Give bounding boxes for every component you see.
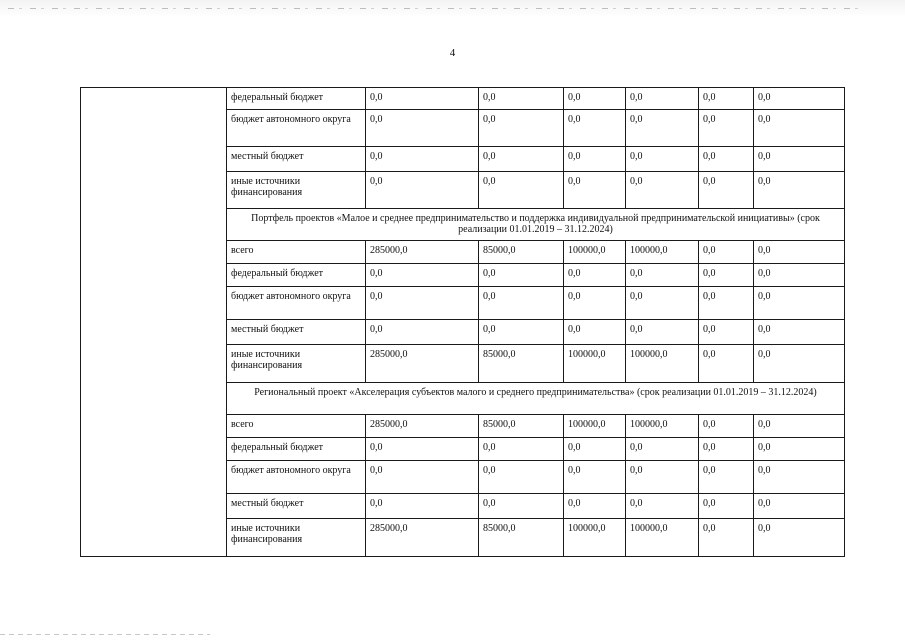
value-cell: 0,0 — [699, 345, 754, 383]
value-cell: 0,0 — [699, 438, 754, 461]
value-cell: 0,0 — [754, 172, 845, 209]
value-cell: 0,0 — [366, 320, 479, 345]
value-cell: 85000,0 — [479, 519, 564, 557]
value-cell: 0,0 — [564, 438, 626, 461]
value-cell: 0,0 — [699, 110, 754, 147]
value-cell: 0,0 — [754, 147, 845, 172]
value-cell: 0,0 — [564, 110, 626, 147]
value-cell: 0,0 — [626, 438, 699, 461]
value-cell: 100000,0 — [564, 519, 626, 557]
value-cell: 100000,0 — [564, 241, 626, 264]
value-cell: 0,0 — [754, 461, 845, 494]
value-cell: 0,0 — [366, 110, 479, 147]
value-cell: 0,0 — [366, 172, 479, 209]
value-cell: 0,0 — [564, 172, 626, 209]
value-cell: 285000,0 — [366, 415, 479, 438]
row-label: иные источники финансирования — [227, 172, 366, 209]
value-cell: 100000,0 — [626, 519, 699, 557]
value-cell: 285000,0 — [366, 241, 479, 264]
value-cell: 0,0 — [366, 88, 479, 110]
value-cell: 0,0 — [626, 110, 699, 147]
value-cell: 0,0 — [699, 320, 754, 345]
value-cell: 285000,0 — [366, 519, 479, 557]
value-cell: 0,0 — [699, 264, 754, 287]
value-cell: 0,0 — [754, 415, 845, 438]
table-body — [81, 88, 845, 557]
row-label: всего — [227, 415, 366, 438]
value-cell: 0,0 — [699, 241, 754, 264]
value-cell: 0,0 — [479, 438, 564, 461]
value-cell: 285000,0 — [366, 345, 479, 383]
value-cell: 85000,0 — [479, 345, 564, 383]
value-cell: 0,0 — [699, 519, 754, 557]
row-label: местный бюджет — [227, 320, 366, 345]
row-label: федеральный бюджет — [227, 264, 366, 287]
page-number: 4 — [449, 47, 456, 59]
value-cell: 0,0 — [564, 320, 626, 345]
row-label: бюджет автономного округа — [227, 287, 366, 320]
value-cell: 100000,0 — [564, 345, 626, 383]
value-cell: 0,0 — [366, 461, 479, 494]
value-cell: 0,0 — [626, 147, 699, 172]
value-cell: 0,0 — [626, 494, 699, 519]
value-cell: 0,0 — [754, 519, 845, 557]
value-cell: 0,0 — [754, 320, 845, 345]
row-label: бюджет автономного округа — [227, 110, 366, 147]
value-cell: 0,0 — [366, 264, 479, 287]
value-cell: 0,0 — [699, 494, 754, 519]
value-cell: 0,0 — [479, 172, 564, 209]
value-cell: 85000,0 — [479, 415, 564, 438]
value-cell: 0,0 — [699, 88, 754, 110]
value-cell: 0,0 — [479, 264, 564, 287]
value-cell: 0,0 — [564, 287, 626, 320]
value-cell: 0,0 — [754, 88, 845, 110]
value-cell: 0,0 — [564, 494, 626, 519]
row-label: федеральный бюджет — [227, 88, 366, 110]
value-cell: 0,0 — [479, 494, 564, 519]
value-cell: 0,0 — [479, 461, 564, 494]
value-cell: 0,0 — [564, 461, 626, 494]
value-cell: 0,0 — [564, 147, 626, 172]
value-cell: 100000,0 — [626, 241, 699, 264]
row-label: местный бюджет — [227, 147, 366, 172]
value-cell: 0,0 — [479, 320, 564, 345]
value-cell: 0,0 — [699, 287, 754, 320]
value-cell: 0,0 — [479, 147, 564, 172]
value-cell: 85000,0 — [479, 241, 564, 264]
value-cell: 0,0 — [699, 415, 754, 438]
row-label: местный бюджет — [227, 494, 366, 519]
value-cell: 0,0 — [754, 264, 845, 287]
value-cell: 100000,0 — [564, 415, 626, 438]
row-label: иные источники финансирования — [227, 345, 366, 383]
value-cell: 0,0 — [626, 264, 699, 287]
value-cell: 100000,0 — [626, 345, 699, 383]
value-cell: 0,0 — [626, 172, 699, 209]
value-cell: 0,0 — [479, 110, 564, 147]
value-cell: 0,0 — [754, 345, 845, 383]
value-cell: 0,0 — [626, 88, 699, 110]
value-cell: 0,0 — [626, 287, 699, 320]
value-cell: 0,0 — [626, 320, 699, 345]
value-cell: 0,0 — [366, 494, 479, 519]
row-label: всего — [227, 241, 366, 264]
scan-edge-top — [0, 0, 905, 18]
value-cell: 0,0 — [626, 461, 699, 494]
section-title: Портфель проектов «Малое и среднее предпринимательство и поддержка индивидуальной предпринимательской инициативы» (срок реализации 01.01.2019 – 31.12.2024) — [227, 209, 845, 241]
value-cell: 0,0 — [366, 147, 479, 172]
value-cell: 0,0 — [699, 172, 754, 209]
table-row — [81, 88, 845, 110]
left-empty-column — [81, 88, 227, 557]
value-cell: 0,0 — [754, 494, 845, 519]
section-title: Региональный проект «Акселерация субъектов малого и среднего предпринимательства» (срок реализации 01.01.2019 – 31.12.2024) — [227, 383, 845, 415]
value-cell: 100000,0 — [626, 415, 699, 438]
scan-edge-bottom — [0, 628, 905, 640]
value-cell: 0,0 — [754, 110, 845, 147]
value-cell: 0,0 — [564, 264, 626, 287]
value-cell: 0,0 — [366, 287, 479, 320]
value-cell: 0,0 — [754, 287, 845, 320]
row-label: федеральный бюджет — [227, 438, 366, 461]
row-label: иные источники финансирования — [227, 519, 366, 557]
value-cell: 0,0 — [754, 241, 845, 264]
value-cell: 0,0 — [699, 147, 754, 172]
row-label: бюджет автономного округа — [227, 461, 366, 494]
value-cell: 0,0 — [754, 438, 845, 461]
value-cell: 0,0 — [479, 88, 564, 110]
value-cell: 0,0 — [479, 287, 564, 320]
value-cell: 0,0 — [564, 88, 626, 110]
value-cell: 0,0 — [699, 461, 754, 494]
financing-table — [80, 87, 845, 557]
value-cell: 0,0 — [366, 438, 479, 461]
